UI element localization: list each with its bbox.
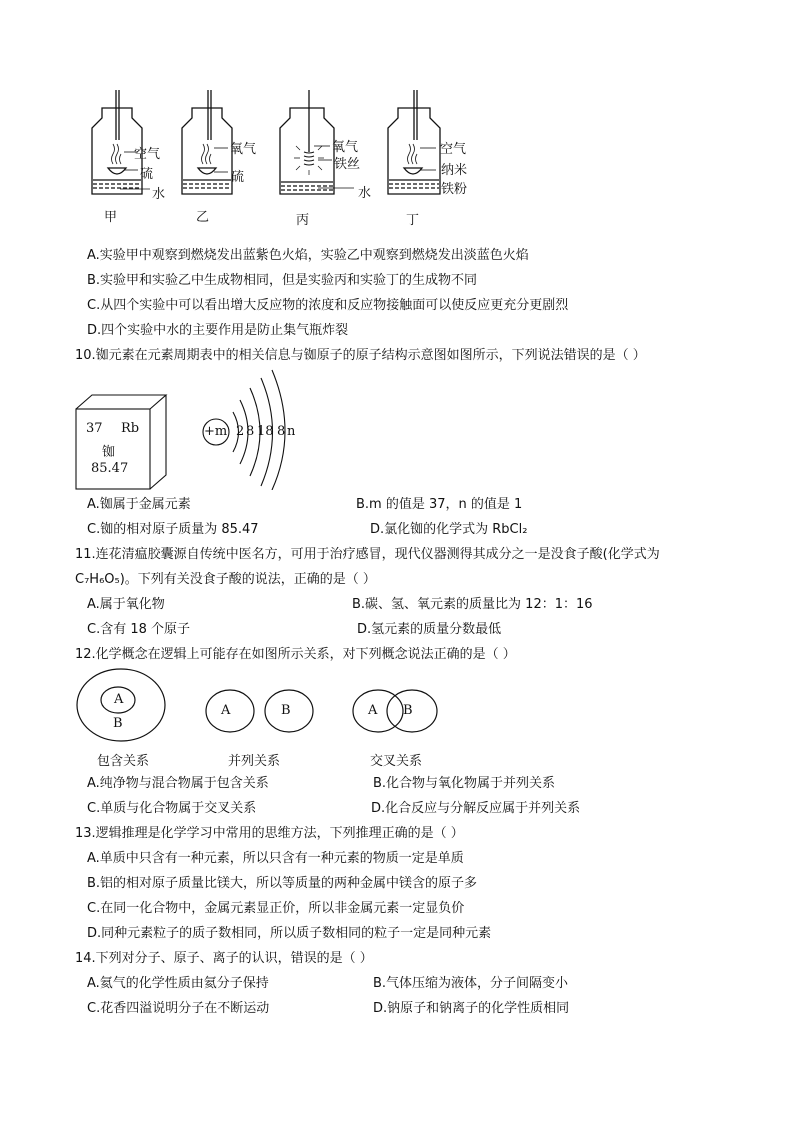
q9-option-d: D.四个实验中水的主要作用是防止集气瓶炸裂 (87, 323, 349, 338)
q11-option-c: C.含有 18 个原子 (87, 622, 191, 637)
rb-atomic-mass: 85.47 (91, 461, 129, 476)
yi-gas-label: 氧气 (230, 142, 257, 157)
atom-shell-5: n (287, 424, 296, 439)
bottle-ding (388, 90, 440, 194)
include-a: A (114, 692, 124, 707)
q11-option-b: B.碳、氢、氧元素的质量比为 12：1：16 (352, 597, 593, 612)
q13-option-b: B.铝的相对原子质量比镁大，所以等质量的两种金属中镁含的原子多 (87, 876, 478, 891)
caption-cross: 交叉关系 (370, 754, 423, 769)
q14-option-d: D.钠原子和钠离子的化学性质相同 (373, 1001, 570, 1016)
q9-option-a: A.实验甲中观察到燃烧发出蓝紫色火焰，实验乙中观察到燃烧发出淡蓝色火焰 (87, 248, 529, 263)
q10-stem: 10.铷元素在元素周期表中的相关信息与铷原子的原子结构示意图如图所示，下列说法错误的是（ ） (75, 348, 646, 363)
jia-gas-label: 空气 (134, 147, 161, 162)
concept-relation-diagram (74, 666, 444, 746)
q10-option-a: A.铷属于金属元素 (87, 497, 191, 512)
q11-option-a: A.属于氧化物 (87, 597, 165, 612)
q14-option-c: C.花香四溢说明分子在不断运动 (87, 1001, 270, 1016)
rubidium-periodic-cube (74, 393, 169, 493)
q13-option-d: D.同种元素粒子的质子数相同，所以质子数相同的粒子一定是同种元素 (87, 926, 492, 941)
q9-option-b: B.实验甲和实验乙中生成物相同，但是实验丙和实验丁的生成物不同 (87, 273, 478, 288)
q10-option-d: D.氯化铷的化学式为 RbCl₂ (370, 522, 528, 537)
jia-water-label: 水 (152, 187, 166, 202)
atom-shell-4: 8 (277, 424, 286, 439)
atom-shell-1: 2 (236, 424, 245, 439)
q12-option-d: D.化合反应与分解反应属于并列关系 (371, 801, 581, 816)
bing-substance-label: 铁丝 (334, 157, 361, 172)
q14-stem: 14.下列对分子、原子、离子的认识，错误的是（ ） (75, 951, 373, 966)
q12-option-b: B.化合物与氧化物属于并列关系 (373, 776, 556, 791)
atom-shell-2: 8 (246, 424, 255, 439)
q10-option-c: C.铷的相对原子质量为 85.47 (87, 522, 259, 537)
q14-option-b: B.气体压缩为液体，分子间隔变小 (373, 976, 569, 991)
atom-nucleus-charge: +m (204, 424, 228, 439)
q13-stem: 13.逻辑推理是化学学习中常用的思维方法，下列推理正确的是（ ） (75, 826, 464, 841)
bing-water-label: 水 (358, 186, 372, 201)
ding-gas-label: 空气 (440, 142, 467, 157)
cross-b: B (403, 703, 413, 718)
cross-a: A (368, 703, 378, 718)
parallel-b: B (281, 703, 291, 718)
yi-substance-label: 硫 (231, 170, 245, 185)
q13-option-c: C.在同一化合物中，金属元素显正价，所以非金属元素一定显负价 (87, 901, 465, 916)
bing-gas-label: 氧气 (332, 140, 359, 155)
q13-option-a: A.单质中只含有一种元素，所以只含有一种元素的物质一定是单质 (87, 851, 464, 866)
caption-include: 包含关系 (97, 754, 150, 769)
q12-option-c: C.单质与化合物属于交叉关系 (87, 801, 257, 816)
q10-option-b: B.m 的值是 37，n 的值是 1 (356, 497, 523, 512)
rb-atomic-number: 37 (86, 421, 103, 436)
rb-element-name: 铷 (102, 445, 116, 460)
ding-substance-label-2: 铁粉 (441, 182, 468, 197)
include-b: B (113, 716, 123, 731)
q9-option-c: C.从四个实验中可以看出增大反应物的浓度和反应物接触面可以使反应更充分更剧烈 (87, 298, 569, 313)
q11-stem-line-1: 11.连花清瘟胶囊源自传统中医名方，可用于治疗感冒，现代仪器测得其成分之一是没食子酸(化学式为 (75, 547, 660, 562)
parallel-a: A (221, 703, 231, 718)
q11-stem-line-2: C₇H₆O₅)。下列有关没食子酸的说法，正确的是（ ） (75, 572, 376, 587)
q11-option-d: D.氢元素的质量分数最低 (357, 622, 502, 637)
ding-caption: 丁 (406, 213, 420, 228)
jia-substance-label: 硫 (140, 167, 154, 182)
q12-option-a: A.纯净物与混合物属于包含关系 (87, 776, 269, 791)
bing-caption: 丙 (296, 213, 310, 228)
yi-caption: 乙 (196, 210, 210, 225)
q12-stem: 12.化学概念在逻辑上可能存在如图所示关系，对下列概念说法正确的是（ ） (75, 647, 516, 662)
caption-parallel: 并列关系 (228, 754, 281, 769)
q14-option-a: A.氦气的化学性质由氦分子保持 (87, 976, 269, 991)
atom-shell-3: 18 (257, 424, 274, 439)
jia-caption: 甲 (104, 210, 118, 225)
ding-substance-label-1: 纳米 (441, 163, 468, 178)
bottle-yi (182, 90, 232, 194)
rb-symbol: Rb (121, 421, 140, 436)
